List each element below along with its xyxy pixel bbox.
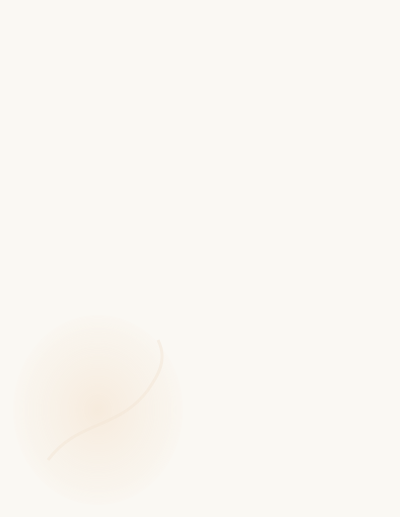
article-column-left xyxy=(6,8,190,497)
column-gutter xyxy=(201,8,202,497)
article-column-right xyxy=(206,8,394,497)
